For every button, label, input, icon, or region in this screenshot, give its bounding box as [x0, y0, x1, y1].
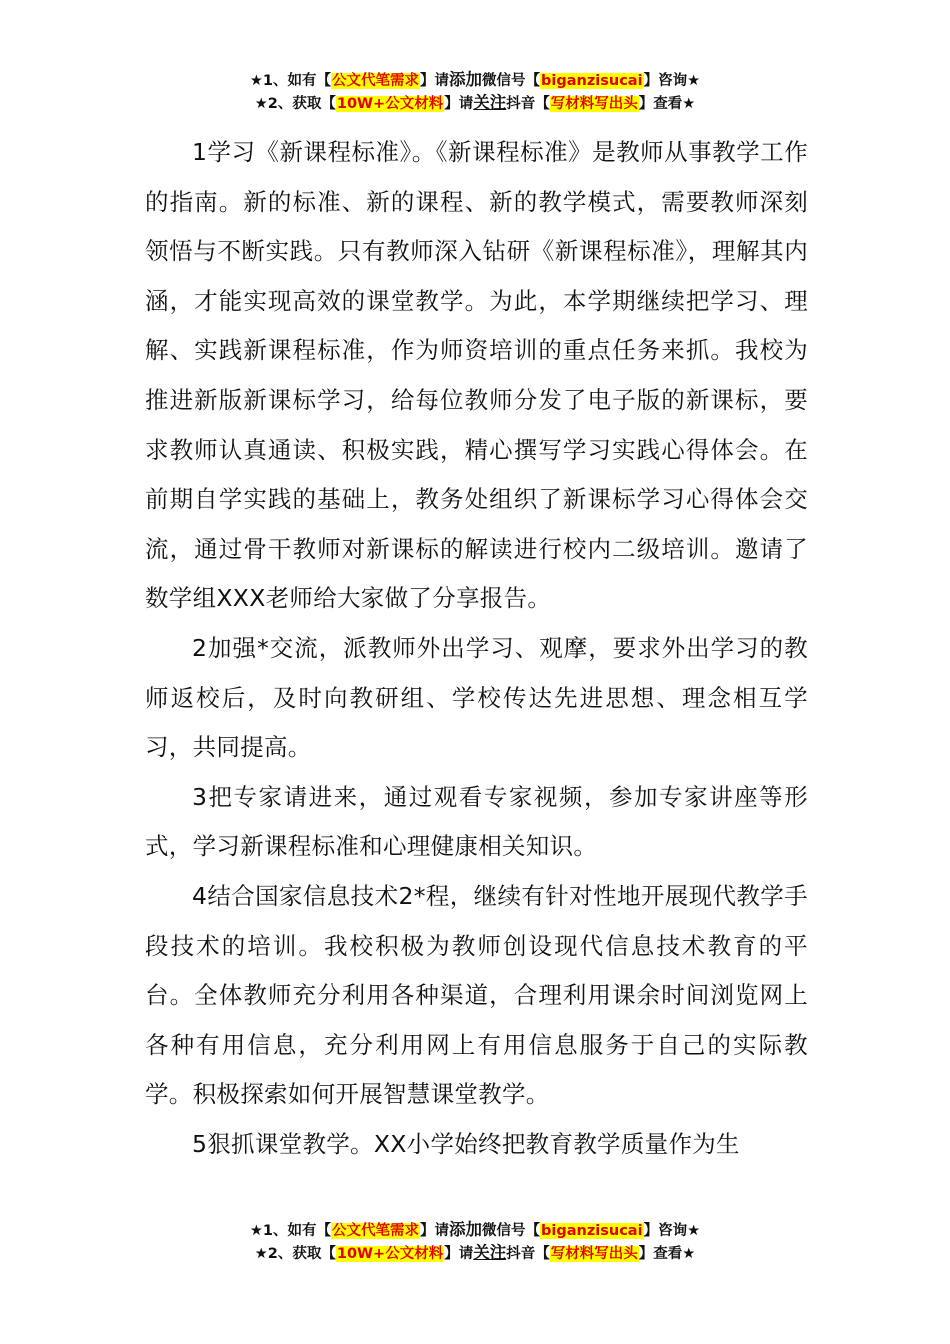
promo-text: ★2、获取【 — [254, 1246, 336, 1262]
promo-text: 微信号【 — [482, 1223, 541, 1239]
promo-emphasis: 关注 — [473, 93, 507, 112]
promo-highlight: 10W+公文材料 — [336, 96, 444, 112]
promo-highlight: 写材料写出头 — [550, 96, 638, 112]
promo-text: 】查看★ — [638, 1246, 696, 1262]
promo-text: 】咨询★ — [643, 73, 701, 89]
promo-text: ★1、如有【 — [249, 1223, 332, 1239]
promo-emphasis: 关注 — [473, 1243, 507, 1262]
promo-highlight: 写材料写出头 — [550, 1246, 638, 1262]
promo-text: 】咨询★ — [643, 1223, 701, 1239]
promo-emphasis: 添加 — [449, 70, 483, 89]
promo-text: 微信号【 — [482, 73, 541, 89]
promo-text: 】请 — [420, 73, 450, 89]
promo-highlight: biganzisucai — [541, 73, 643, 89]
header-promo-banner — [0, 69, 950, 115]
paragraph-2: 2加强*交流，派教师外出学习、观摩，要求外出学习的教师返校后，及时向教研组、学校传达先进思想、理念相互学习，共同提高。 — [145, 633, 808, 762]
paragraph-5: 5狠抓课堂教学。XX小学始终把教育教学质量作为生 — [192, 1129, 740, 1158]
paragraph-4: 4结合国家信息技术2*程，继续有针对性地开展现代教学手段技术的培训。我校积极为教师创设现代信息技术教育的平台。全体教师充分利用各种渠道，合理利用课余时间浏览网上各种有用信息，充分利用网上有用信息服务于自己的实际教学。积极探索如何开展智慧课堂教学。 — [145, 881, 808, 1109]
paragraph-1: 1学习《新课程标准》。《新课程标准》是教师从事教学工作的指南。新的标准、新的课程、新的教学模式，需要教师深刻领悟与不断实践。只有教师深入钻研《新课程标准》，理解其内涵，才能实现高效的课堂教学。为此，本学期继续把学习、理解、实践新课程标准，作为师资培训的重点任务来抓。我校为推进新版新课标学习，给每位教师分发了电子版的新课标，要求教师认真通读、积极实践，精心撰写学习实践心得体会。在前期自学实践的基础上，教务处组织了新课标学习心得体会交流，通过骨干教师对新课标的解读进行校内二级培训。邀请了数学组XXX老师给大家做了分享报告。 — [145, 138, 808, 613]
promo-highlight: biganzisucai — [541, 1223, 643, 1239]
promo-highlight: 10W+公文材料 — [336, 1246, 444, 1262]
promo-text: 】查看★ — [638, 96, 696, 112]
promo-text: 】请 — [420, 1223, 450, 1239]
paragraph-3: 3把专家请进来，通过观看专家视频，参加专家讲座等形式，学习新课程标准和心理健康相关知识。 — [145, 782, 808, 861]
promo-line-1 — [0, 69, 950, 92]
promo-text: ★2、获取【 — [254, 96, 336, 112]
promo-line-2 — [0, 1242, 950, 1265]
promo-highlight: 公文代笔需求 — [332, 1223, 420, 1239]
promo-text: 抖音【 — [506, 96, 550, 112]
promo-text: 】请 — [444, 1246, 474, 1262]
promo-text: 】请 — [444, 96, 474, 112]
promo-text: ★1、如有【 — [249, 73, 332, 89]
promo-line-2 — [0, 92, 950, 115]
document-body — [145, 128, 808, 1169]
promo-line-1 — [0, 1219, 950, 1242]
promo-text: 抖音【 — [506, 1246, 550, 1262]
footer-promo-banner — [0, 1219, 950, 1265]
promo-highlight: 公文代笔需求 — [332, 73, 420, 89]
promo-emphasis: 添加 — [449, 1220, 483, 1239]
